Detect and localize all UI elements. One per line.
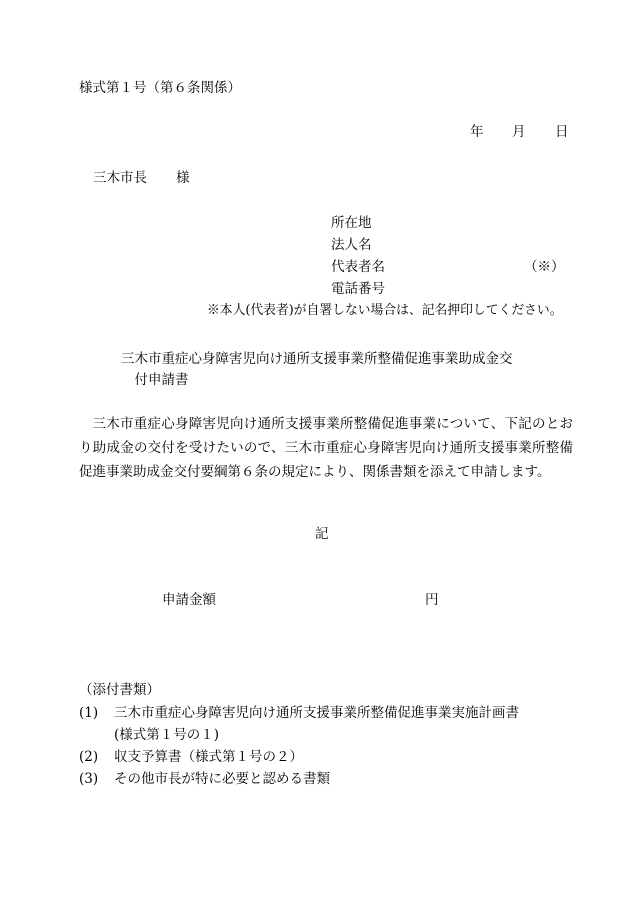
corporation-label: 法人名 [331,237,372,253]
ki-heading: 記 [315,526,329,542]
seal-mark: （※） [524,259,565,275]
date-year: 年 [470,124,484,140]
form-number: 様式第１号（第６条関係） [79,80,241,96]
attachment-3-number: (3) [79,771,99,787]
attachment-2-text: 収支予算書（様式第１号の２） [114,749,303,765]
date-day: 日 [555,124,569,140]
addressee-honorific: 様 [176,170,190,186]
document-title [121,349,541,391]
attachment-1-text: 三木市重症心身障害児向け通所支援事業所整備促進事業実施計画書 [114,705,519,721]
signature-note: ※本人(代表者)が自署しない場合は、記名押印してください。 [207,303,563,318]
address-label: 所在地 [331,215,372,231]
attachment-3-text: その他市長が特に必要と認める書類 [114,771,330,787]
date-month: 月 [512,124,526,140]
phone-label: 電話番号 [331,281,385,297]
representative-label: 代表者名 [331,259,385,275]
amount-label: 申請金額 [162,592,216,608]
attachment-1-number: (1) [79,705,99,721]
addressee-name: 三木市長 [93,170,147,186]
amount-unit: 円 [425,592,439,608]
title-line-2: 付申請書 [134,372,189,388]
attachment-1-sub: (様式第１号の１) [114,727,220,743]
body-paragraph: 三木市重症心身障害児向け通所支援事業所整備促進事業について、下記のとおり助成金の交付を受けたいので、三木市重症心身障害児向け通所支援事業所整備促進事業助成金交付要綱第６条の規定により、関係書類を添えて申請します。 [79,416,573,480]
title-line-1: 三木市重症心身障害児向け通所支援事業所整備促進事業助成金交 [121,351,513,367]
attachments-heading: （添付書類） [79,682,160,698]
attachment-2-number: (2) [79,749,99,765]
